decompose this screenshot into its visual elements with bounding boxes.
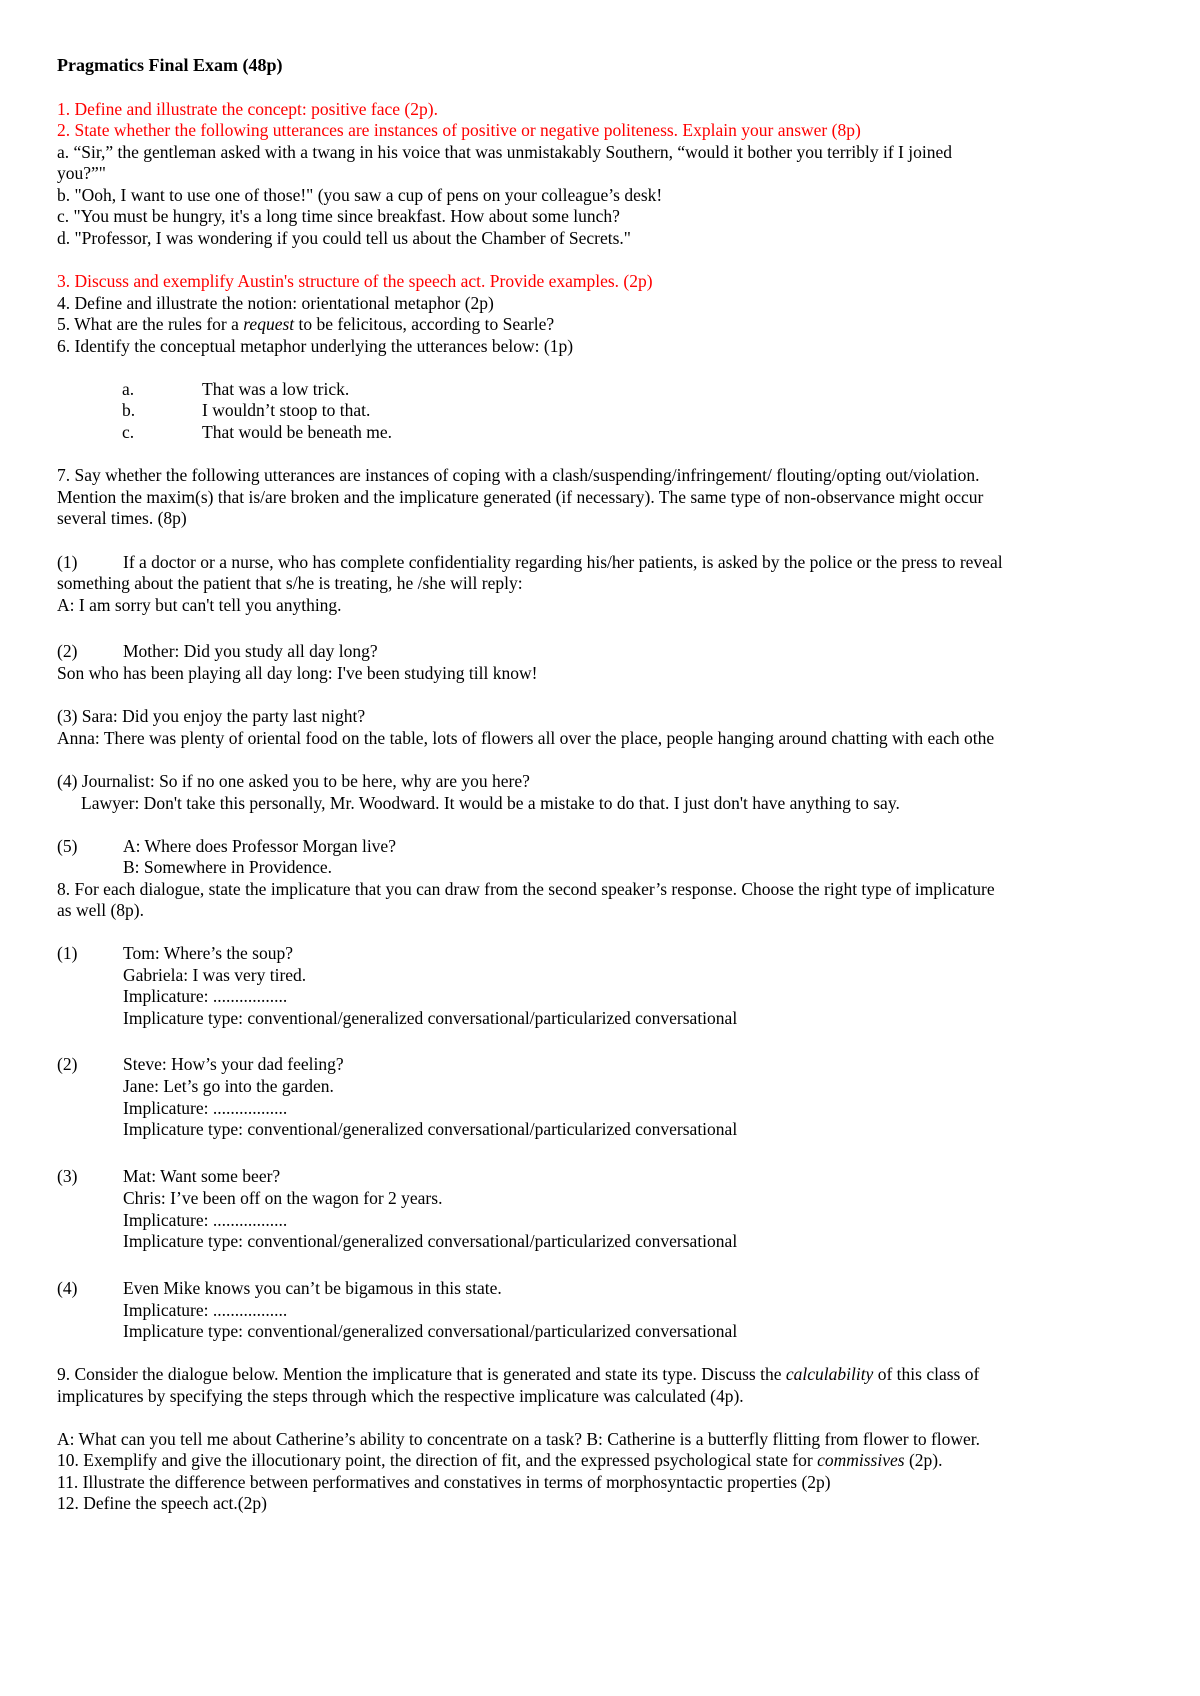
q7-case-text: Mother: Did you study all day long? [123, 641, 378, 661]
q8-dialogue-line: Mat: Want some beer? [123, 1166, 281, 1186]
q2-item-c: c. "You must be hungry, it's a long time since breakfast. How about some lunch? [57, 206, 620, 226]
q7-case-label: (2) [57, 641, 78, 661]
q8-dialogue-label: (4) [57, 1278, 78, 1298]
q10-text-end: (2p). [904, 1450, 943, 1470]
q7-case-2-line2: Son who has been playing all day long: I've been studying till know! [57, 663, 538, 683]
question-7-line2: Mention the maxim(s) that is/are broken and the implicature generated (if necessary). The same type of non-observance might occur [57, 487, 984, 507]
question-4: 4. Define and illustrate the notion: orientational metaphor (2p) [57, 293, 494, 313]
q7-case-text: If a doctor or a nurse, who has complete confidentiality regarding his/her patients, is asked by the police or the press to reveal [123, 552, 1003, 572]
q8-dialogue-3-line2: Chris: I’ve been off on the wagon for 2 years. [123, 1188, 443, 1208]
q8-dialogue-2 [57, 1053, 1147, 1075]
question-8-line1: 8. For each dialogue, state the implicature that you can draw from the second speaker’s response. Choose the right type of implicature [57, 879, 995, 899]
q7-case-3-line1: (3) Sara: Did you enjoy the party last night? [57, 706, 366, 726]
q8-dialogue-line: Steve: How’s your dad feeling? [123, 1054, 344, 1074]
q8-dialogue-2-implicature: Implicature: ................. [123, 1098, 288, 1118]
q6-item-c [57, 421, 657, 443]
q6-item-label: b. [122, 400, 136, 420]
question-1: 1. Define and illustrate the concept: positive face (2p). [57, 99, 438, 119]
question-3: 3. Discuss and exemplify Austin's structure of the speech act. Provide examples. (2p) [57, 271, 653, 291]
q8-dialogue-label: (2) [57, 1054, 78, 1074]
q7-case-text: A: Where does Professor Morgan live? [123, 836, 396, 856]
q7-case-5-line2: B: Somewhere in Providence. [123, 857, 332, 877]
q8-dialogue-label: (3) [57, 1166, 78, 1186]
question-7-line1: 7. Say whether the following utterances are instances of coping with a clash/suspending/infringement/ flouting/opting out/violation. [57, 465, 980, 485]
question-6: 6. Identify the conceptual metaphor underlying the utterances below: (1p) [57, 336, 574, 356]
q2-item-d: d. "Professor, I was wondering if you could tell us about the Chamber of Secrets." [57, 228, 631, 248]
q2-item-a-line1: a. “Sir,” the gentleman asked with a twang in his voice that was unmistakably Southern, “would it bother you terribly if I joined [57, 142, 952, 162]
q8-dialogue-1 [57, 942, 1147, 964]
q9-text-start: 9. Consider the dialogue below. Mention the implicature that is generated and state its type. Discuss the [57, 1364, 786, 1384]
q8-dialogue-2-type: Implicature type: conventional/generalized conversational/particularized conversational [123, 1119, 738, 1139]
q8-dialogue-1-implicature: Implicature: ................. [123, 986, 288, 1006]
q8-dialogue-4-type: Implicature type: conventional/generalized conversational/particularized conversational [123, 1321, 738, 1341]
question-9-dialogue: A: What can you tell me about Catherine’s ability to concentrate on a task? B: Catherine is a butterfly flitting from flower to flower. [57, 1429, 981, 1449]
q7-case-4-line1: (4) Journalist: So if no one asked you to be here, why are you here? [57, 771, 530, 791]
exam-title: Pragmatics Final Exam (48p) [57, 55, 283, 75]
q6-item-text: That was a low trick. [202, 379, 350, 399]
question-11: 11. Illustrate the difference between performatives and constatives in terms of morphosyntactic properties (2p) [57, 1472, 831, 1492]
q6-item-a [57, 378, 657, 400]
q8-dialogue-line: Tom: Where’s the soup? [123, 943, 294, 963]
q9-text-end: of this class of [873, 1364, 980, 1384]
q8-dialogue-2-line2: Jane: Let’s go into the garden. [123, 1076, 334, 1096]
q6-item-text: I wouldn’t stoop to that. [202, 400, 371, 420]
q6-item-label: c. [122, 422, 135, 442]
q7-case-5 [57, 835, 1147, 857]
q8-dialogue-3-type: Implicature type: conventional/generalized conversational/particularized conversational [123, 1231, 738, 1251]
q7-case-1 [57, 551, 1147, 573]
q9-emphasis: calculability [785, 1364, 874, 1384]
q6-item-label: a. [122, 379, 135, 399]
q7-case-4-line2: Lawyer: Don't take this personally, Mr. Woodward. It would be a mistake to do that. I just don't have anything to say. [81, 793, 900, 813]
q5-text-start: 5. What are the rules for a [57, 314, 244, 334]
question-9-line2: implicatures by specifying the steps through which the respective implicature was calculated (4p). [57, 1386, 744, 1406]
question-2: 2. State whether the following utterances are instances of positive or negative politeness. Explain your answer (8p) [57, 120, 861, 140]
q8-dialogue-1-type: Implicature type: conventional/generalized conversational/particularized conversational [123, 1008, 738, 1028]
q5-emphasis: request [243, 314, 295, 334]
question-7-line3: several times. (8p) [57, 508, 187, 528]
q8-dialogue-3-implicature: Implicature: ................. [123, 1210, 288, 1230]
q8-dialogue-label: (1) [57, 943, 78, 963]
q2-item-b: b. "Ooh, I want to use one of those!" (you saw a cup of pens on your colleague’s desk! [57, 185, 663, 205]
q10-text-start: 10. Exemplify and give the illocutionary point, the direction of fit, and the expressed psychological state for [57, 1450, 818, 1470]
question-12: 12. Define the speech act.(2p) [57, 1493, 267, 1513]
question-9-line1 [57, 1363, 979, 1385]
question-8-line2: as well (8p). [57, 900, 144, 920]
q7-case-3-line2: Anna: There was plenty of oriental food on the table, lots of flowers all over the place, people hanging around chatting with each othe [57, 728, 995, 748]
q7-case-1-line2: something about the patient that s/he is treating, he /she will reply: [57, 573, 523, 593]
q8-dialogue-4-implicature: Implicature: ................. [123, 1300, 288, 1320]
question-5 [57, 313, 554, 335]
q7-case-1-line3: A: I am sorry but can't tell you anything. [57, 595, 342, 615]
q6-item-b [57, 399, 657, 421]
q2-item-a-line2: you?”" [57, 163, 106, 183]
q10-emphasis: commissives [817, 1450, 905, 1470]
q7-case-label: (1) [57, 552, 78, 572]
q8-dialogue-4 [57, 1277, 1147, 1299]
q5-text-end: to be felicitous, according to Searle? [294, 314, 555, 334]
q7-case-2 [57, 640, 1147, 662]
q8-dialogue-1-line2: Gabriela: I was very tired. [123, 965, 307, 985]
q6-item-text: That would be beneath me. [202, 422, 393, 442]
question-10 [57, 1449, 942, 1471]
q8-dialogue-3 [57, 1165, 1147, 1187]
q7-case-label: (5) [57, 836, 78, 856]
q8-dialogue-line: Even Mike knows you can’t be bigamous in this state. [123, 1278, 502, 1298]
